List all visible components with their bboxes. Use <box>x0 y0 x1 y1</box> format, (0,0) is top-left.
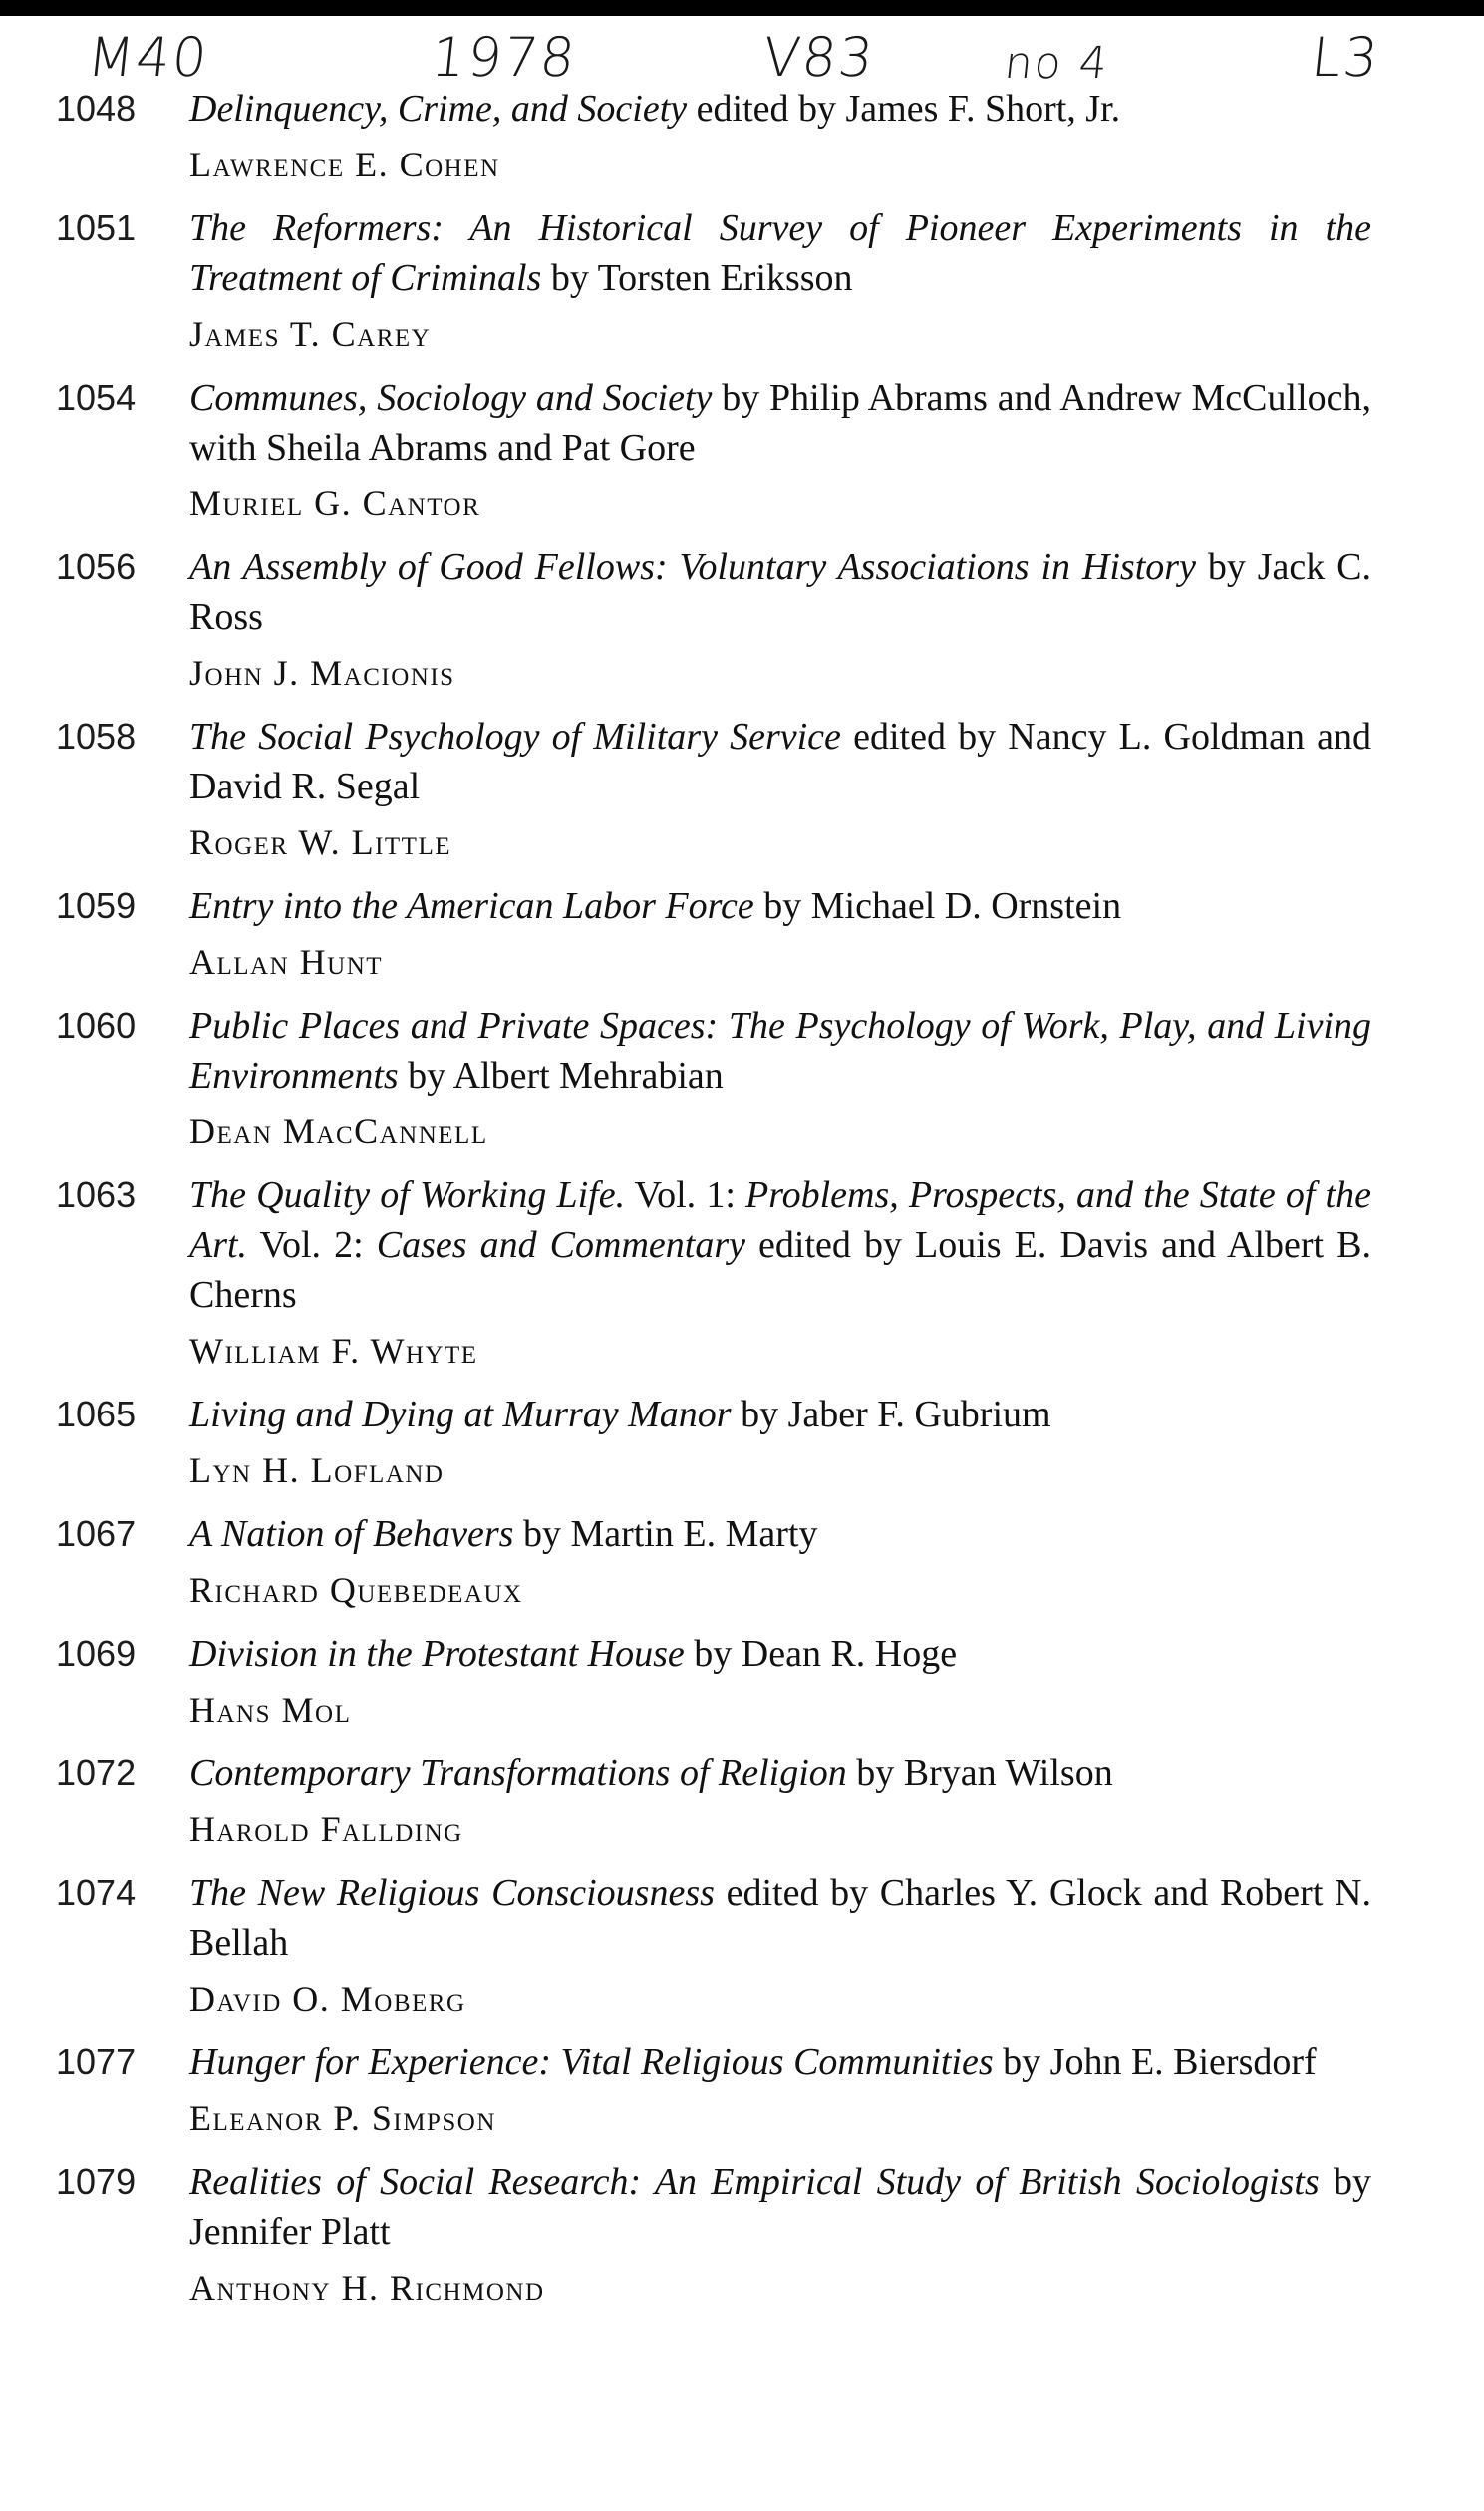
review-entry <box>56 1748 1371 1854</box>
reviewer-name: James T. Carey <box>189 314 432 354</box>
book-credit: by Martin E. Marty <box>513 1513 818 1555</box>
entry-body <box>189 203 1371 359</box>
review-entry <box>56 542 1371 698</box>
book-credit: edited by James F. Short, Jr. <box>687 88 1121 130</box>
review-entry <box>56 2157 1371 2313</box>
book-citation <box>189 1868 1371 1968</box>
book-title: Realities of Social Research: An Empirical Study of British Sociologists <box>189 2161 1320 2203</box>
entry-body <box>189 1390 1371 1495</box>
book-title: Delinquency, Crime, and Society <box>189 88 688 130</box>
scan-top-edge <box>0 0 1484 16</box>
entry-body <box>189 1629 1371 1734</box>
reviewer-name: Eleanor P. Simpson <box>189 2098 496 2138</box>
reviewer-name: William F. Whyte <box>189 1331 478 1371</box>
book-title: An Assembly of Good Fellows: Voluntary Associations in History <box>189 546 1196 588</box>
review-entry <box>56 712 1371 867</box>
book-citation <box>189 881 1371 931</box>
page-number: 1079 <box>56 2161 137 2202</box>
book-credit: by John E. Biersdorf <box>993 2041 1317 2083</box>
reviewer-name: Muriel G. Cantor <box>189 483 481 523</box>
book-review-listing <box>56 84 1371 2327</box>
page-number: 1072 <box>56 1752 137 1793</box>
book-title: The Social Psychology of Military Service <box>189 716 841 758</box>
book-citation <box>189 2038 1371 2087</box>
handwritten-note-part: V83 <box>759 26 878 89</box>
book-citation <box>189 84 1371 134</box>
entry-body <box>189 1001 1371 1156</box>
review-entry <box>56 1170 1371 1376</box>
book-title: Division in the Protestant House <box>189 1633 685 1675</box>
reviewer-name: Harold Fallding <box>189 1809 463 1849</box>
page-number: 1065 <box>56 1394 137 1434</box>
book-credit: edited by Nancy L. Goldman and David R. Segal <box>189 716 1371 807</box>
entry-body <box>189 1748 1371 1854</box>
reviewer-name: Hans Mol <box>189 1690 352 1729</box>
book-title: A Nation of Behavers <box>189 1513 514 1555</box>
entry-body <box>189 542 1371 698</box>
page-number: 1058 <box>56 716 137 757</box>
book-credit: by Jennifer Platt <box>189 2161 1371 2253</box>
book-credit: Vol. 1: <box>625 1174 746 1216</box>
page-number: 1060 <box>56 1005 137 1046</box>
book-title: Contemporary Transformations of Religion <box>189 1752 847 1794</box>
book-credit: by Michael D. Ornstein <box>753 885 1122 927</box>
page-number: 1067 <box>56 1513 137 1554</box>
book-credit: by Jack C. Ross <box>189 546 1371 638</box>
reviewer-name: Anthony H. Richmond <box>189 2268 545 2308</box>
review-entry <box>56 1001 1371 1156</box>
book-citation <box>189 1509 1371 1559</box>
book-credit: by Jaber F. Gubrium <box>731 1394 1051 1435</box>
book-citation <box>189 373 1371 472</box>
book-citation <box>189 1170 1371 1320</box>
reviewer-name: Richard Quebedeaux <box>189 1570 523 1610</box>
book-credit: by Philip Abrams and Andrew McCulloch, with Sheila Abrams and Pat Gore <box>189 377 1371 469</box>
handwritten-note-part: Μ40 <box>84 26 212 89</box>
page-number: 1059 <box>56 885 137 926</box>
reviewer-name: Allan Hunt <box>189 942 384 982</box>
page-number: 1069 <box>56 1633 137 1674</box>
page-number: 1054 <box>56 377 137 418</box>
entry-body <box>189 373 1371 528</box>
page-number: 1056 <box>56 546 137 587</box>
review-entry <box>56 373 1371 528</box>
reviewer-name: Lawrence E. Cohen <box>189 145 500 184</box>
book-credit: by Torsten Eriksson <box>541 257 853 299</box>
entry-body <box>189 2157 1371 2313</box>
review-entry <box>56 1868 1371 2024</box>
page-number: 1063 <box>56 1174 137 1215</box>
book-citation <box>189 1748 1371 1798</box>
reviewer-name: John J. Macionis <box>189 653 455 693</box>
book-title: Cases and Commentary <box>376 1224 745 1266</box>
book-credit: by Bryan Wilson <box>846 1752 1113 1794</box>
entry-body <box>189 1509 1371 1615</box>
book-citation <box>189 203 1371 303</box>
review-entry <box>56 881 1371 987</box>
review-entry <box>56 203 1371 359</box>
book-title: Public Places and Private Spaces: The Psychology of Work, Play, and Living Environments <box>189 1005 1371 1097</box>
entry-body <box>189 2038 1371 2143</box>
book-credit: Vol. 2: <box>247 1224 377 1266</box>
book-title: The New Religious Consciousness <box>189 1872 715 1914</box>
book-credit: by Dean R. Hoge <box>684 1633 958 1675</box>
book-title: Problems, Prospects, and the State of the Art. <box>189 1174 1371 1266</box>
book-credit: edited by Charles Y. Glock and Robert N. Bellah <box>189 1872 1371 1964</box>
book-citation <box>189 1390 1371 1439</box>
handwritten-note-part: no 4 <box>1002 38 1112 89</box>
reviewer-name: David O. Moberg <box>189 1979 466 2019</box>
book-citation <box>189 1629 1371 1679</box>
page-number: 1077 <box>56 2041 137 2082</box>
book-citation <box>189 712 1371 811</box>
book-title: Communes, Sociology and Society <box>189 377 713 419</box>
review-entry <box>56 1629 1371 1734</box>
book-title: Hunger for Experience: Vital Religious Communities <box>189 2041 994 2083</box>
page-number: 1051 <box>56 207 137 248</box>
book-credit: edited by Louis E. Davis and Albert B. Cherns <box>189 1224 1371 1316</box>
book-citation <box>189 542 1371 642</box>
entry-body <box>189 881 1371 987</box>
entry-body <box>189 1868 1371 2024</box>
book-title: The Quality of Working Life. <box>189 1174 626 1216</box>
review-entry <box>56 1509 1371 1615</box>
book-citation <box>189 2157 1371 2257</box>
book-credit: by Albert Mehrabian <box>398 1055 724 1097</box>
book-title: Entry into the American Labor Force <box>189 885 754 927</box>
book-citation <box>189 1001 1371 1100</box>
entry-body <box>189 84 1371 189</box>
reviewer-name: Lyn H. Lofland <box>189 1450 445 1490</box>
book-title: Living and Dying at Murray Manor <box>189 1394 732 1435</box>
page-number: 1048 <box>56 88 137 129</box>
reviewer-name: Roger W. Little <box>189 822 451 862</box>
review-entry <box>56 2038 1371 2143</box>
entry-body <box>189 712 1371 867</box>
page-number: 1074 <box>56 1872 137 1913</box>
review-entry <box>56 84 1371 189</box>
entry-body <box>189 1170 1371 1376</box>
handwritten-note-part: L3 <box>1308 26 1383 89</box>
book-title: The Reformers: An Historical Survey of Pioneer Experiments in the Treatment of Criminals <box>189 207 1371 299</box>
reviewer-name: Dean MacCannell <box>189 1111 488 1151</box>
handwritten-note-part: 1978 <box>428 26 580 89</box>
review-entry <box>56 1390 1371 1495</box>
